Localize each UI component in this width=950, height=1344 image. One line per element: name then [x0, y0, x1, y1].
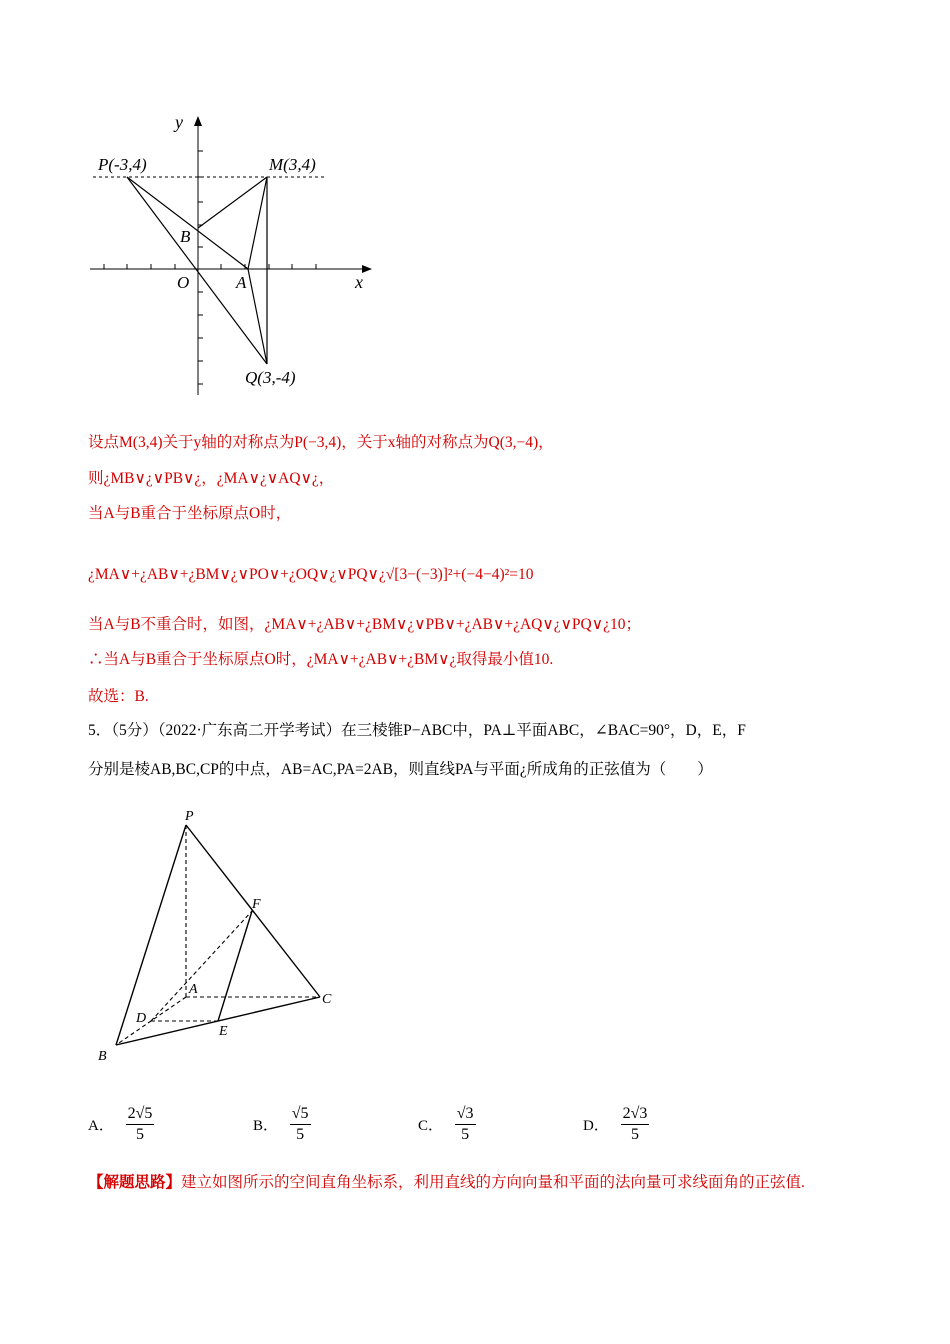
label-y: y — [175, 112, 183, 132]
label-Q: Q(3,-4) — [245, 368, 296, 387]
option-b-label: B． — [253, 1118, 279, 1134]
solution-line-2: 则¿MB∨¿∨PB∨¿，¿MA∨¿∨AQ∨¿， — [88, 470, 335, 487]
label-E: E — [219, 1024, 228, 1039]
y-axis-arrow — [194, 116, 202, 126]
option-a[interactable] — [88, 1105, 154, 1144]
label-B: B — [180, 227, 191, 246]
solution-line-5: 当A与B不重合时，如图，¿MA∨+¿AB∨+¿BM∨¿∨PB∨+¿AB∨+¿AQ∨¿∨PQ∨¿10； — [88, 616, 641, 633]
x-axis-arrow — [362, 265, 372, 273]
option-a-denominator: 5 — [135, 1126, 144, 1143]
segment-MB — [198, 177, 267, 228]
question-5-line-1: 5．（5分）（2022·广东高二开学考试）在三棱锥P−ABC中，PA⊥平面ABC，∠BAC=90°，D，E，F — [88, 722, 746, 739]
solution-line-7: 故选：B. — [88, 688, 149, 705]
segment-MA — [248, 177, 267, 269]
segment-AQ — [248, 269, 267, 364]
segment-PA — [127, 177, 248, 269]
solution-hint — [88, 1170, 805, 1192]
option-c-numerator: √3 — [455, 1105, 476, 1125]
option-c-label: C． — [418, 1118, 444, 1134]
option-c[interactable] — [418, 1105, 476, 1144]
option-b[interactable] — [253, 1105, 311, 1144]
option-c-denominator: 5 — [461, 1126, 470, 1143]
y-axis-ticks — [198, 151, 203, 384]
label-P: P(-3,4) — [98, 155, 147, 174]
segment-FE — [218, 911, 252, 1021]
option-b-numerator: √5 — [290, 1105, 311, 1125]
option-d[interactable] — [583, 1105, 649, 1144]
option-d-fraction — [621, 1105, 650, 1144]
hint-tag: 【解题思路】 — [88, 1174, 182, 1191]
coordinate-figure — [85, 110, 385, 402]
question-5-line-2: 分别是棱AB,BC,CP的中点，AB=AC,PA=2AB，则直线PA与平面¿所成角的正弦值为（ ） — [88, 761, 713, 778]
segment-DF — [151, 911, 252, 1021]
segment-PQ — [127, 177, 267, 364]
option-b-denominator: 5 — [296, 1126, 305, 1143]
option-d-denominator: 5 — [630, 1126, 639, 1143]
option-d-label: D． — [583, 1118, 609, 1134]
option-a-numerator: 2√5 — [126, 1105, 155, 1125]
solution-line-4: ¿MA∨+¿AB∨+¿BM∨¿∨PO∨+¿OQ∨¿∨PQ∨¿√[3−(−3)]²+(−4−4)²=10 — [88, 566, 534, 583]
label-C: C — [322, 992, 332, 1007]
label-P: P — [185, 809, 194, 824]
label-x: x — [355, 272, 363, 292]
option-b-fraction — [290, 1105, 311, 1144]
x-axis-ticks — [104, 264, 316, 269]
option-d-numerator: 2√3 — [621, 1105, 650, 1125]
solution-line-6: ∴当A与B重合于坐标原点O时，¿MA∨+¿AB∨+¿BM∨¿取得最小值10. — [88, 651, 554, 668]
hint-text: 建立如图所示的空间直角坐标系，利用直线的方向向量和平面的法向量可求线面角的正弦值. — [181, 1174, 805, 1191]
pyramid-figure — [90, 800, 350, 1070]
edge-PB — [116, 825, 186, 1045]
solution-line-3: 当A与B重合于坐标原点O时， — [88, 505, 292, 522]
solution-line-1: 设点M(3,4)关于y轴的对称点为P(−3,4)，关于x轴的对称点为Q(3,−4)， — [88, 434, 554, 451]
option-a-fraction — [126, 1105, 155, 1144]
option-c-fraction — [455, 1105, 476, 1144]
label-A: A — [189, 982, 198, 997]
label-A: A — [236, 273, 247, 292]
label-B: B — [98, 1049, 107, 1064]
label-D: D — [136, 1011, 147, 1026]
label-F: F — [252, 897, 261, 912]
label-M: M(3,4) — [269, 155, 316, 174]
label-O: O — [177, 273, 190, 292]
option-a-label: A． — [88, 1118, 114, 1134]
